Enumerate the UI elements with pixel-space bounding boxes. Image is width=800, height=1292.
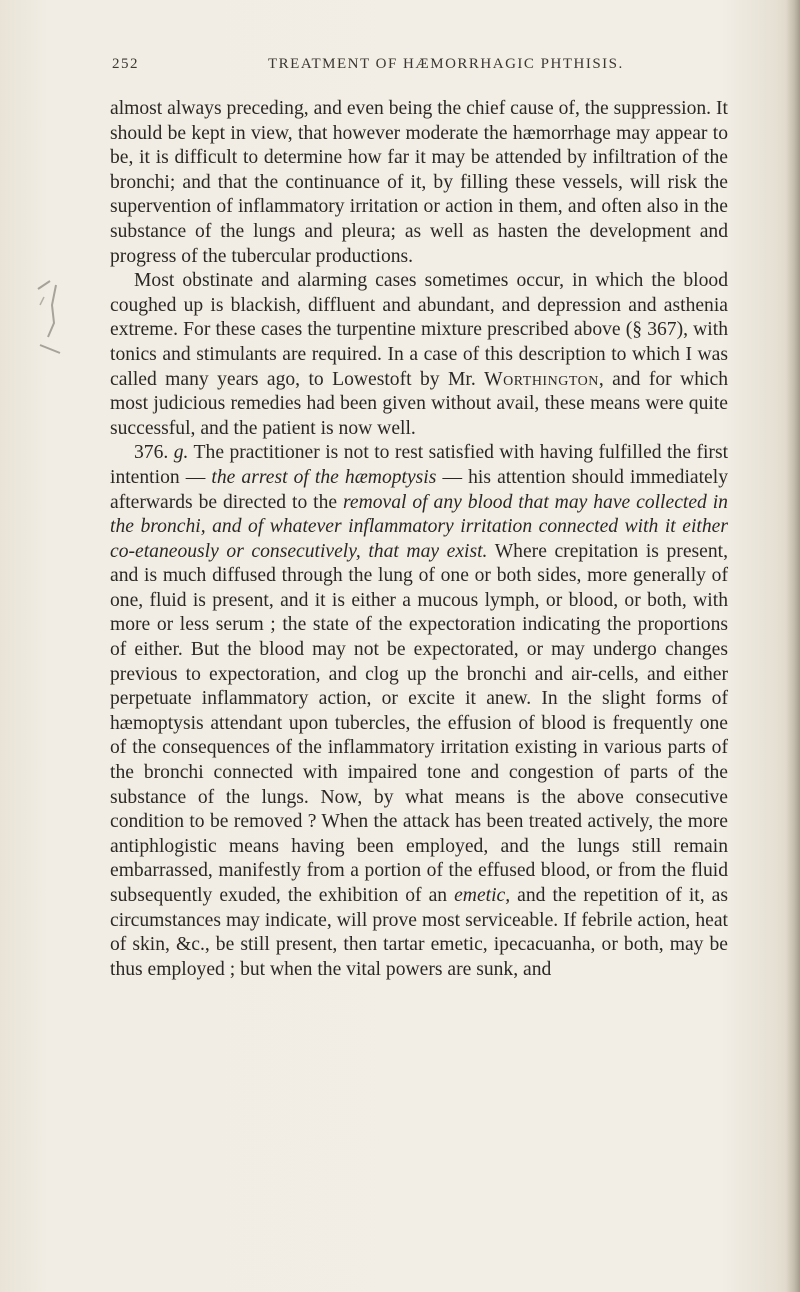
running-title: TREATMENT OF HÆMORRHAGIC PHTHISIS. bbox=[268, 56, 624, 72]
page-number: 252 bbox=[112, 56, 139, 72]
body-text bbox=[110, 97, 728, 982]
paragraph-section-376: 376. g. The practitioner is not to rest satisfied with having fulfilled the first intention — the arrest of the hæmoptysis — his attention should immediately afterwards be directed to the removal of any blood that may have collected in the bronchi, and of whatever inflammatory irritation connected with it either co-etaneously or consecutively, that may exist. Where crepitation is present, and is much diffused through the lung of one or both sides, more generally of one, fluid is present, and it is either a mucous lymph, or blood, or both, with more or less serum ; the state of the expectoration indicating the proportions of either. But the blood may not be expectorated, or may undergo changes previous to expectoration, and clog up the bronchi and air-cells, and either perpetuate inflammatory action, or excite it anew. In the slight forms of hæmoptysis attendant upon tubercles, the effusion of blood is frequently one of the consequences of the inflammatory irritation existing in various parts of the bronchi connected with impaired tone and congestion of parts of the substance of the lungs. Now, by what means is the above consecutive condition to be removed ? When the attack has been treated actively, the more antiphlogistic means having been employed, and the lungs still remain embarrassed, manifestly from a portion of the effused blood, or from the fluid subsequently exuded, the exhibition of an emetic, and the repetition of it, as circumstances may indicate, will prove most serviceable. If febrile action, heat of skin, &c., be still present, then tartar emetic, ipecacuanha, or both, may be thus employed ; but when the vital powers are sunk, and bbox=[110, 442, 729, 980]
running-header bbox=[112, 56, 692, 80]
emphasis-emetic: emetic, bbox=[454, 885, 511, 906]
section-number: 376. bbox=[134, 442, 174, 464]
page-edge-shadow bbox=[786, 0, 800, 1292]
section-letter: g. bbox=[173, 442, 189, 464]
paragraph-obstinate-cases: Most obstinate and alarming cases sometimes occur, in which the blood coughed up is blackish, diffluent and abundant, and depression and asthenia extreme. For these cases the turpentine mixture prescribed above (§ 367), with tonics and stimulants are required. In a case of this description to which I was called many years ago, to Lowestoft by Mr. Worthington, and for which most judicious remedies had been given without avail, these means were quite successful, and the patient is now well. bbox=[110, 270, 728, 439]
person-name: Worthington bbox=[484, 368, 599, 390]
paragraph-continued: almost always preceding, and even being the chief cause of, the suppression. It should be kept in view, that however moderate the hæmorrhage may appear to be, it is difficult to determine how far it may be attended by infiltration of the bronchi; and that the continuance of it, by filling these vessels, will risk the supervention of inflammatory irritation or action in them, and often also in the substance of the lungs and pleura; as well as hasten the development and progress of the tubercular productions. bbox=[110, 98, 728, 267]
emphasis-arrest: the arrest of the hæmoptysis bbox=[211, 466, 437, 488]
margin-pencil-mark-icon bbox=[30, 275, 70, 355]
emphasis-removal: removal of any blood that may have collected in the bronchi, and of whatever inflammatory irritation connected with it either co-etaneously or consecutively, that may exist. bbox=[110, 491, 728, 562]
